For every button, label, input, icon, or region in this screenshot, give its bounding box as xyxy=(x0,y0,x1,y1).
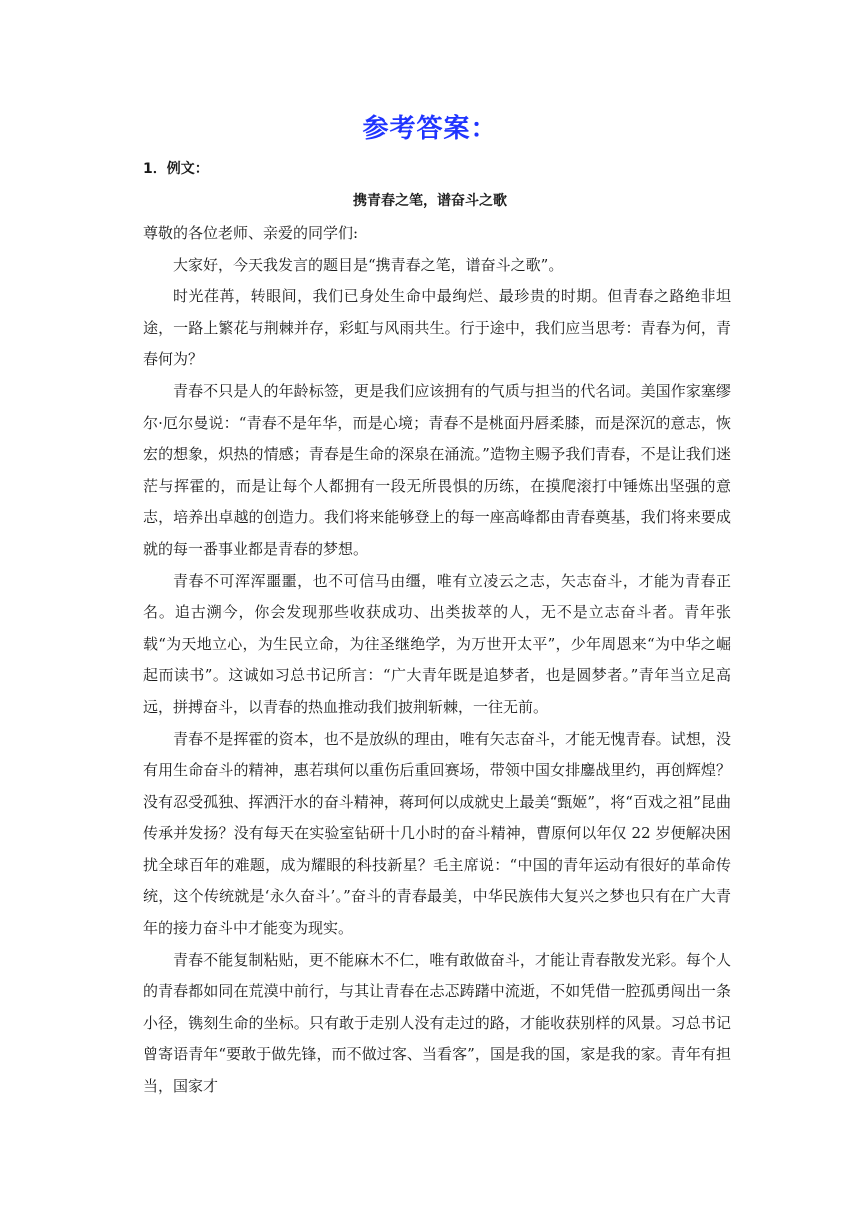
essay-salutation: 尊敬的各位老师、亲爱的同学们: xyxy=(143,224,359,242)
essay-title: 携青春之笔，谱奋斗之歌 xyxy=(353,193,507,209)
essay-body xyxy=(143,218,731,1103)
answer-heading: 参考答案： xyxy=(362,114,498,144)
essay-paragraph: 青春不只是人的年龄标签，更是我们应该拥有的气质与担当的代名词。美国作家塞缪尔·厄尔曼说：“青春不是年华，而是心境；青春不是桃面丹唇柔膝，而是深沉的意志，恢宏的想象，炽热的情感；青春是生命的深泉在涌流。”造物主赐予我们青春，不是让我们迷茫与挥霍的，而是让每个人都拥有一段无所畏惧的历练，在摸爬滚打中锤炼出坚强的意志，培养出卓越的创造力。我们将来能够登上的每一座高峰都由青春奠基，我们将来要成就的每一番事业都是青春的梦想。 xyxy=(143,381,731,558)
essay-paragraph: 青春不能复制粘贴，更不能麻木不仁，唯有敢做奋斗，才能让青春散发光彩。每个人的青春都如同在荒漠中前行，与其让青春在忐忑踌躇中流逝，不如凭借一腔孤勇闯出一条小径，镌刻生命的坐标。只有敢于走别人没有走过的路，才能收获别样的风景。习总书记曾寄语青年“要敢于做先锋，而不做过客、当看客”，国是我的国，家是我的家。青年有担当，国家才 xyxy=(143,950,731,1096)
question-label: 1．例文： xyxy=(143,161,209,177)
essay-paragraph: 大家好，今天我发言的题目是“携青春之笔，谱奋斗之歌”。 xyxy=(173,255,564,274)
essay-paragraph: 青春不是挥霍的资本，也不是放纵的理由，唯有矢志奋斗，才能无愧青春。试想，没有用生命奋斗的精神，惠若琪何以重伤后重回赛场，带领中国女排鏖战里约，再创辉煌？没有忍受孤独、挥洒汗水的奋斗精神，蒋珂何以成就史上最美“甄姬”，将“百戏之祖”昆曲传承并发扬？没有每天在实验室钻研十几小时的奋斗精神，曹原何以年仅 22 岁便解决困扰全球百年的难题，成为耀眼的科技新星？毛主席说：“中国的青年运动有很好的革命传统，这个传统就是‘永久奋斗’。”奋斗的青春最美，中华民族伟大复兴之梦也只有在广大青年的接力奋斗中才能变为现实。 xyxy=(143,729,731,938)
essay-paragraph: 青春不可浑浑噩噩，也不可信马由缰，唯有立凌云之志，矢志奋斗，才能为青春正名。追古溯今，你会发现那些收获成功、出类拔萃的人，无不是立志奋斗者。青年张载“为天地立心，为生民立命，为往圣继绝学，为万世开太平”，少年周恩来“为中华之崛起而读书”。这诚如习总书记所言：“广大青年既是追梦者，也是圆梦者。”青年当立足高远，拼搏奋斗，以青春的热血推动我们披荆斩棘，一往无前。 xyxy=(143,571,731,716)
essay-paragraph: 时光荏苒，转眼间，我们已身处生命中最绚烂、最珍贵的时期。但青春之路绝非坦途，一路上繁花与荆棘并存，彩虹与风雨共生。行于途中，我们应当思考：青春为何，青春何为？ xyxy=(143,287,731,369)
